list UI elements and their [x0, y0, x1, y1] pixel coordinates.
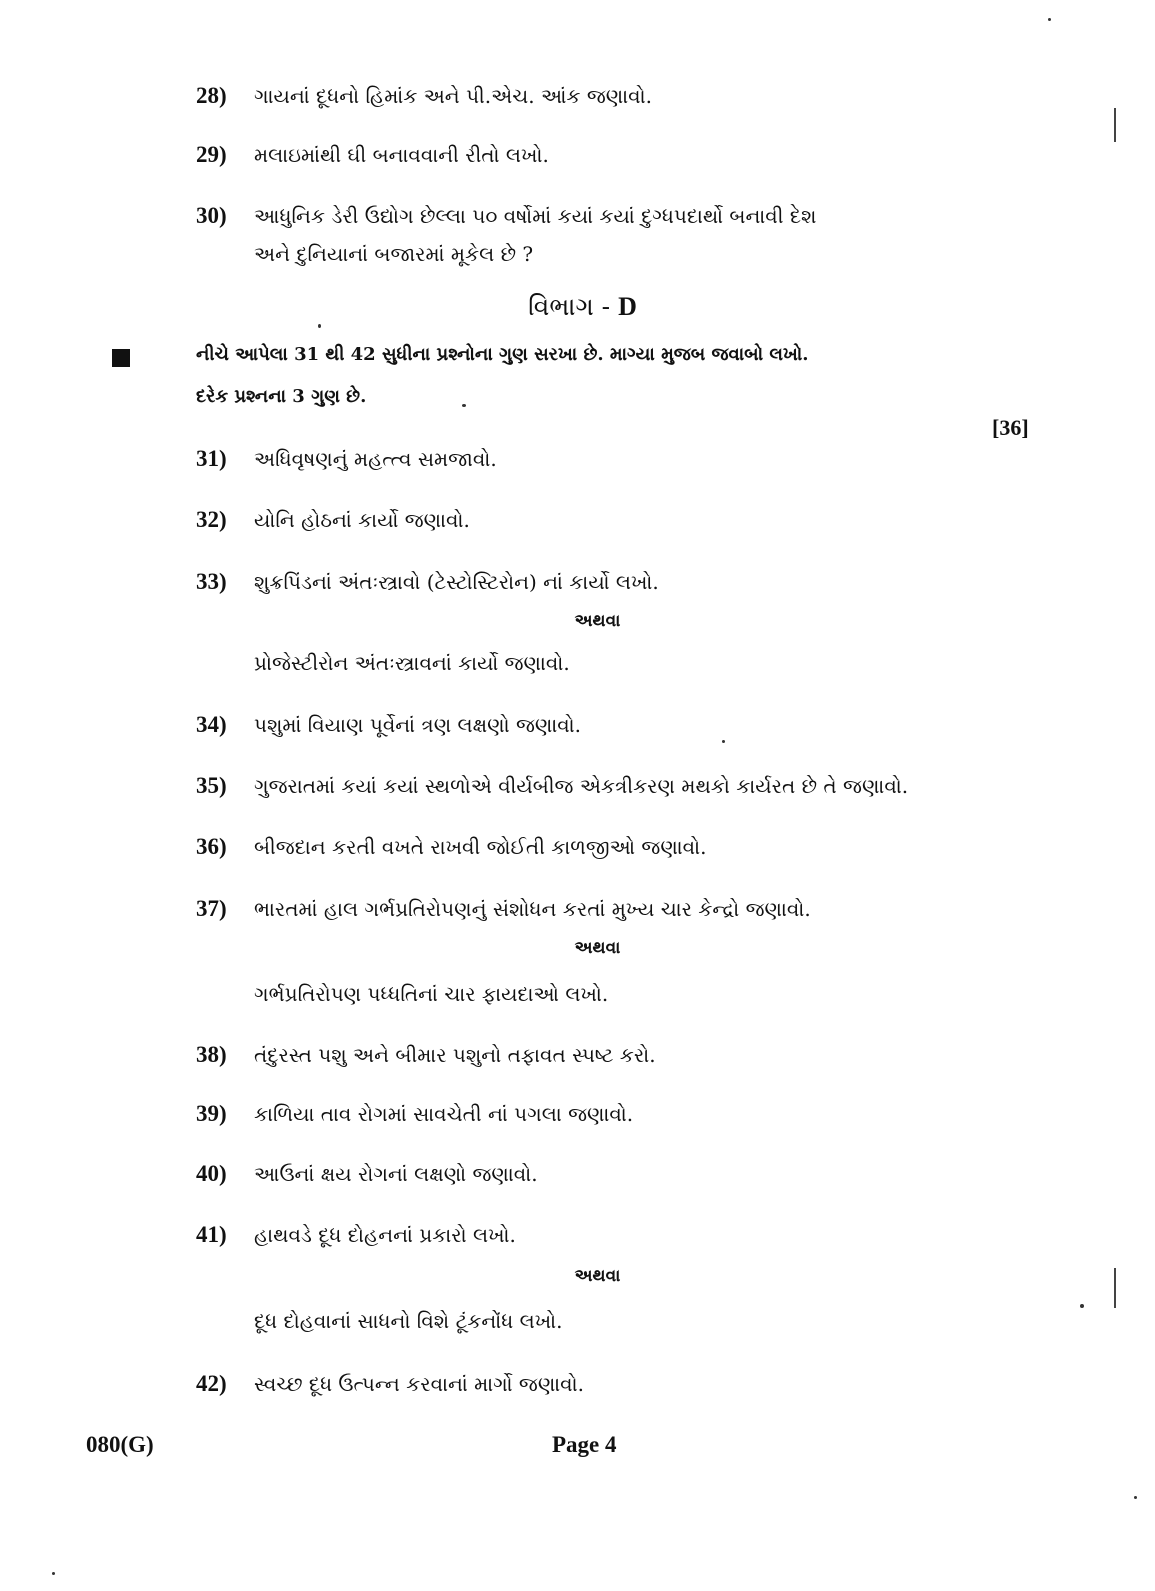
question-text: આઉનાં ક્ષય રોગનાં લક્ષણો જણાવો.	[254, 1162, 538, 1186]
section-letter: D	[618, 292, 637, 321]
question-39	[196, 1096, 633, 1133]
alternate-question: દૂધ દોહવાનાં સાધનો વિશે ટૂંકનોંધ લખો.	[254, 1309, 563, 1333]
question-28	[196, 78, 652, 115]
question-text: ગુજરાતમાં કયાં કયાં સ્થળોએ વીર્યબીજ એકત્રીકરણ મથકો કાર્યરત છે તે જણાવો.	[254, 774, 909, 798]
question-30	[196, 198, 816, 235]
question-number: 37)	[196, 896, 227, 921]
question-text: બીજદાન કરતી વખતે રાખવી જોઈતી કાળજીઓ જણાવો.	[254, 835, 707, 859]
scan-speck	[462, 404, 466, 407]
question-number: 42)	[196, 1371, 227, 1396]
question-number: 41)	[196, 1222, 227, 1247]
scan-mark	[1114, 1268, 1116, 1308]
alternate-question: ગર્ભપ્રતિરોપણ પધ્ધતિનાં ચાર ફાયદાઓ લખો.	[254, 982, 609, 1006]
question-text: ભારતમાં હાલ ગર્ભપ્રતિરોપણનું સંશોધન કરતાં મુખ્ય ચાર કેન્દ્રો જણાવો.	[254, 897, 811, 921]
question-number: 38)	[196, 1042, 227, 1067]
question-text: સ્વચ્છ દૂધ ઉત્પન્ન કરવાનાં માર્ગો જણાવો.	[254, 1372, 585, 1396]
question-40	[196, 1156, 538, 1193]
question-text: આધુનિક ડેરી ઉદ્યોગ છેલ્લા ૫૦ વર્ષોમાં કયાં કયાં દુગ્ધપદાર્થો બનાવી દેશ	[254, 204, 817, 228]
scan-speck	[722, 740, 725, 743]
scan-speck	[1080, 1304, 1084, 1308]
or-label: અથવા	[574, 1266, 621, 1286]
question-29	[196, 137, 549, 174]
question-text: તંદુરસ્ત પશુ અને બીમાર પશુનો તફાવત સ્પષ્ટ કરો.	[254, 1043, 656, 1067]
question-number: 32)	[196, 507, 227, 532]
question-text: પશુમાં વિયાણ પૂર્વેનાં ત્રણ લક્ષણો જણાવો.	[254, 713, 582, 737]
scan-speck	[1134, 1496, 1137, 1499]
paper-code: 080(G)	[86, 1432, 154, 1457]
question-32	[196, 502, 470, 539]
question-34	[196, 707, 581, 744]
question-33	[196, 564, 659, 601]
question-number: 34)	[196, 712, 227, 737]
question-31	[196, 441, 497, 478]
question-number: 35)	[196, 773, 227, 798]
section-heading	[0, 292, 1155, 322]
total-marks: [36]	[992, 415, 1029, 440]
question-41	[196, 1217, 516, 1254]
question-text: અધિવૃષણનું મહત્ત્વ સમજાવો.	[254, 447, 497, 471]
question-number: 36)	[196, 834, 227, 859]
question-text: ગાયનાં દૂધનો હિમાંક અને પી.એચ. આંક જણાવો.	[254, 84, 652, 108]
question-number: 33)	[196, 569, 227, 594]
section-instruction-marks: દરેક પ્રશ્નના 3 ગુણ છે.	[196, 386, 367, 407]
question-30-continued: અને દુનિયાનાં બજારમાં મૂકેલ છે ?	[254, 242, 534, 266]
page-number: Page 4	[552, 1432, 617, 1457]
question-36	[196, 829, 706, 866]
square-bullet-icon	[112, 349, 130, 367]
question-number: 29)	[196, 142, 227, 167]
question-number: 39)	[196, 1101, 227, 1126]
question-37	[196, 891, 811, 928]
alternate-question: પ્રોજેસ્ટીરોન અંતઃસ્ત્રાવનાં કાર્યો જણાવો.	[254, 651, 570, 675]
question-number: 31)	[196, 446, 227, 471]
question-text: શુક્રપિંડનાં અંતઃસ્ત્રાવો (ટેસ્ટોસ્ટિરોન) નાં કાર્યો લખો.	[254, 570, 659, 594]
section-label: વિભાગ -	[528, 292, 611, 321]
question-38	[196, 1037, 656, 1074]
question-number: 28)	[196, 83, 227, 108]
question-text: કાળિયા તાવ રોગમાં સાવચેતી નાં પગલા જણાવો.	[254, 1102, 634, 1126]
question-text: યોનિ હોઠનાં કાર્યો જણાવો.	[254, 508, 470, 532]
scan-speck	[1048, 18, 1051, 21]
section-instruction: નીચે આપેલા 31 થી 42 સુધીના પ્રશ્નોના ગુણ સરખા છે. માગ્યા મુજબ જવાબો લખો.	[196, 344, 809, 365]
question-35	[196, 768, 908, 805]
question-number: 30)	[196, 203, 227, 228]
scan-speck	[52, 1572, 55, 1575]
scan-speck	[318, 324, 321, 328]
question-text: મલાઇમાંથી ઘી બનાવવાની રીતો લખો.	[254, 143, 549, 167]
question-number: 40)	[196, 1161, 227, 1186]
question-text: હાથવડે દૂધ દોહનનાં પ્રકારો લખો.	[254, 1223, 516, 1247]
scan-mark	[1114, 108, 1116, 142]
or-label: અથવા	[574, 938, 621, 958]
or-label: અથવા	[574, 611, 621, 631]
question-42	[196, 1366, 584, 1403]
